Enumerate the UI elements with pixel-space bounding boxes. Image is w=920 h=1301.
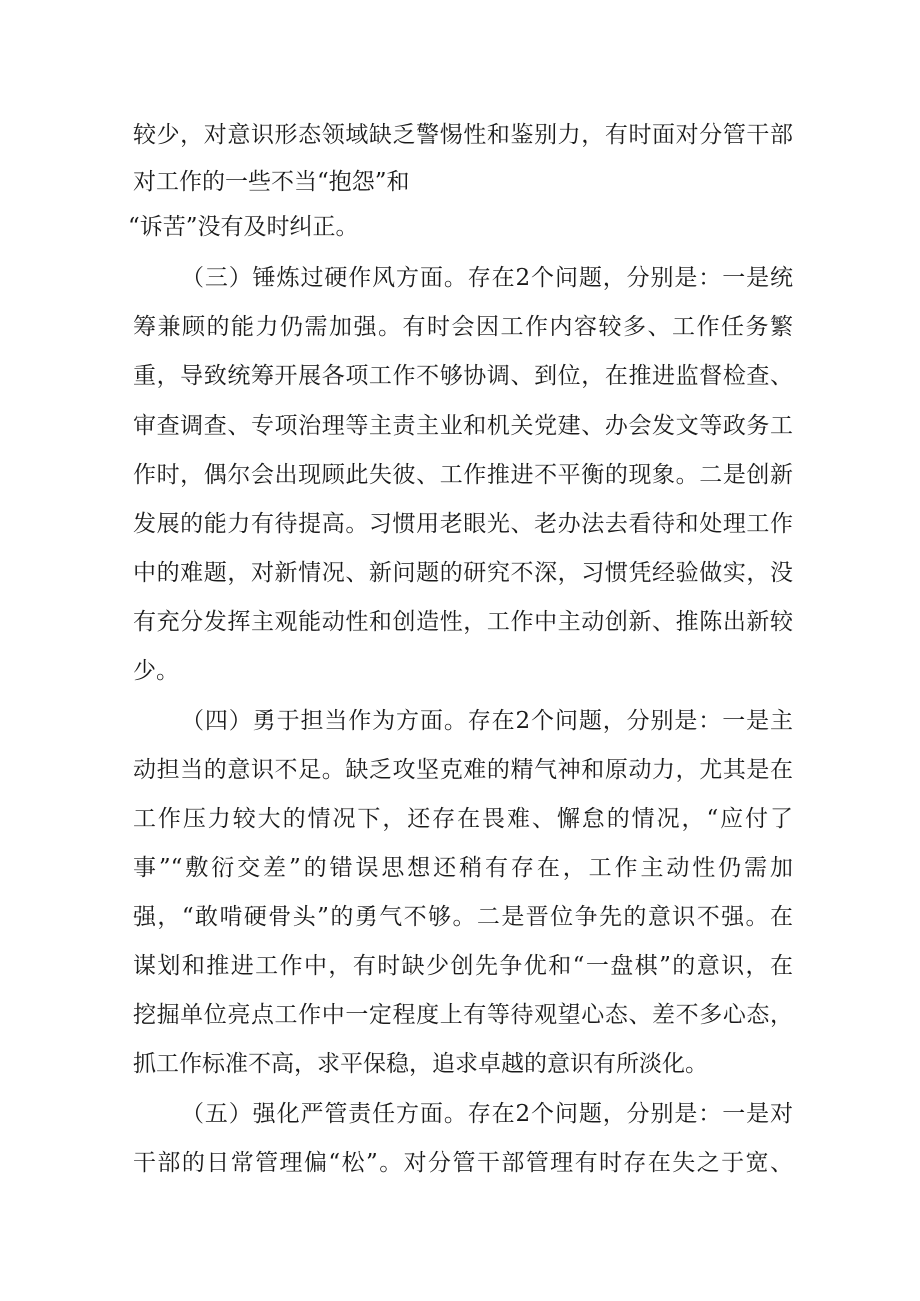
text-line: 发展的能力有待提高。习惯用老眼光、老办法去看待和处理工作 bbox=[133, 511, 793, 537]
text-line: 筹兼顾的能力仍需加强。有时会因工作内容较多、工作任务繁 bbox=[133, 314, 793, 340]
text-line: 较少，对意识形态领域缺乏警惕性和鉴别力，有时面对分管干部 bbox=[133, 122, 793, 148]
text-line: 动担当的意识不足。缺乏攻坚克难的精气神和原动力，尤其是在 bbox=[133, 757, 793, 783]
text-line: 谋划和推进工作中，有时缺少创先争优和“一盘棋”的意识，在 bbox=[133, 953, 793, 979]
paragraph-heading-five: （五）强化严管责任方面。存在2个问题，分别是：一是对 bbox=[181, 1101, 793, 1127]
text-line: 作时，偶尔会出现顾此失彼、工作推进不平衡的现象。二是创新 bbox=[133, 462, 793, 488]
text-line: 挖掘单位亮点工作中一定程度上有等待观望心态、差不多心态， bbox=[133, 1002, 793, 1028]
text-line: “诉苦”没有及时纠正。 bbox=[128, 214, 359, 240]
text-line: 对工作的一些不当“抱怨”和 bbox=[133, 169, 410, 195]
text-line: 事”“敷衍交差”的错误思想还稍有存在，工作主动性仍需加 bbox=[133, 855, 793, 881]
text-line: 重，导致统筹开展各项工作不够协调、到位，在推进监督检查、 bbox=[133, 363, 793, 389]
text-line: 有充分发挥主观能动性和创造性，工作中主动创新、推陈出新较 bbox=[133, 609, 793, 635]
text-line: 中的难题，对新情况、新问题的研究不深，习惯凭经验做实，没 bbox=[133, 560, 793, 586]
paragraph-heading-three: （三）锤炼过硬作风方面。存在2个问题，分别是：一是统 bbox=[181, 265, 793, 291]
text-line: 干部的日常管理偏“松”。对分管干部管理有时存在失之于宽、 bbox=[133, 1150, 793, 1176]
text-line: 工作压力较大的情况下，还存在畏难、懈怠的情况，“应付了 bbox=[133, 806, 793, 832]
text-line: 审查调查、专项治理等主责主业和机关党建、办会发文等政务工 bbox=[133, 413, 793, 439]
paragraph-heading-four: （四）勇于担当作为方面。存在2个问题，分别是：一是主 bbox=[181, 708, 793, 734]
text-line: 抓工作标准不高，求平保稳，追求卓越的意识有所淡化。 bbox=[133, 1051, 708, 1077]
text-line: 少。 bbox=[133, 658, 179, 684]
text-line: 强，“敢啃硬骨头”的勇气不够。二是晋位争先的意识不强。在 bbox=[133, 904, 793, 930]
